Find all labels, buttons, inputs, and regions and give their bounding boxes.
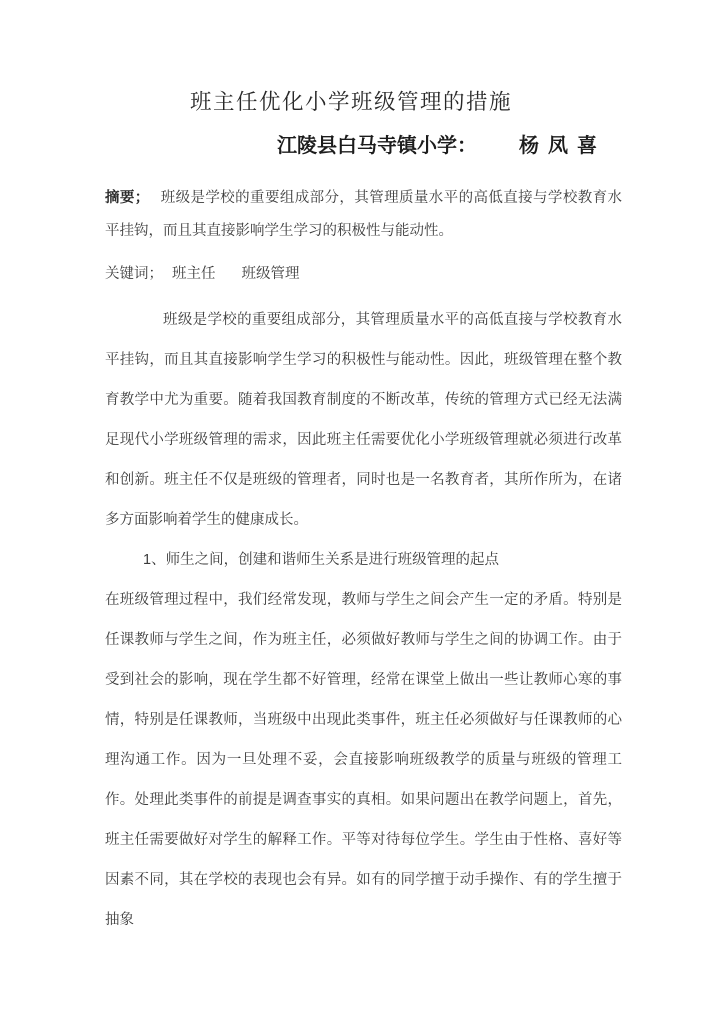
- abstract-label: 摘要；: [105, 190, 150, 206]
- keywords-label: 关键词；: [105, 266, 163, 282]
- paragraph: 在班级管理过程中，我们经常发现，教师与学生之间会产生一定的矛盾。特别是任课教师与学生之间，作为班主任，必须做好教师与学生之间的协调工作。由于受到社会的影响，现在学生都不好管理，经常在课堂上做出一些让教师心寒的事情，特别是任课教师，当班级中出现此类事件，班主任必须做好与任课教师的心理沟通工作。因为一旦处理不妥，会直接影响班级教学的质量与班级的管理工作。处理此类事件的前提是调查事实的真相。如果问题出在教学问题上，首先，班主任需要做好对学生的解释工作。平等对待每位学生。学生由于性格、喜好等因素不同，其在学校的表现也会有异。如有的同学擅于动手操作、有的学生擅于抽象: [105, 592, 622, 928]
- section-heading: 1、师生之间，创建和谐师生关系是进行班级管理的起点: [143, 552, 500, 568]
- keyword-item: 班主任: [172, 266, 216, 282]
- keyword-item: 班级管理: [241, 266, 300, 282]
- paragraph: 班级是学校的重要组成部分，其管理质量水平的高低直接与学校教育水平挂钩，而且其直接影响学生学习的积极性与能动性。因此，班级管理在整个教育教学中尤为重要。随着我国教育制度的不断改革，传统的管理方式已经无法满足现代小学班级管理的需求，因此班主任需要优化小学班级管理就必须进行改革和创新。班主任不仅是班级的管理者，同时也是一名教育者，其所作所为，在诸多方面影响着学生的健康成长。: [105, 312, 622, 528]
- byline-author: 杨凤喜: [519, 135, 606, 157]
- byline-school: 江陵县白马寺镇小学：: [277, 135, 477, 157]
- document-title: 班主任优化小学班级管理的措施: [190, 90, 513, 114]
- byline: [105, 131, 622, 161]
- abstract: [105, 182, 622, 248]
- keywords-line: [105, 258, 622, 291]
- abstract-text: 班级是学校的重要组成部分，其管理质量水平的高低直接与学校教育水平挂钩，而且其直接影响学生学习的积极性与能动性。: [105, 190, 623, 239]
